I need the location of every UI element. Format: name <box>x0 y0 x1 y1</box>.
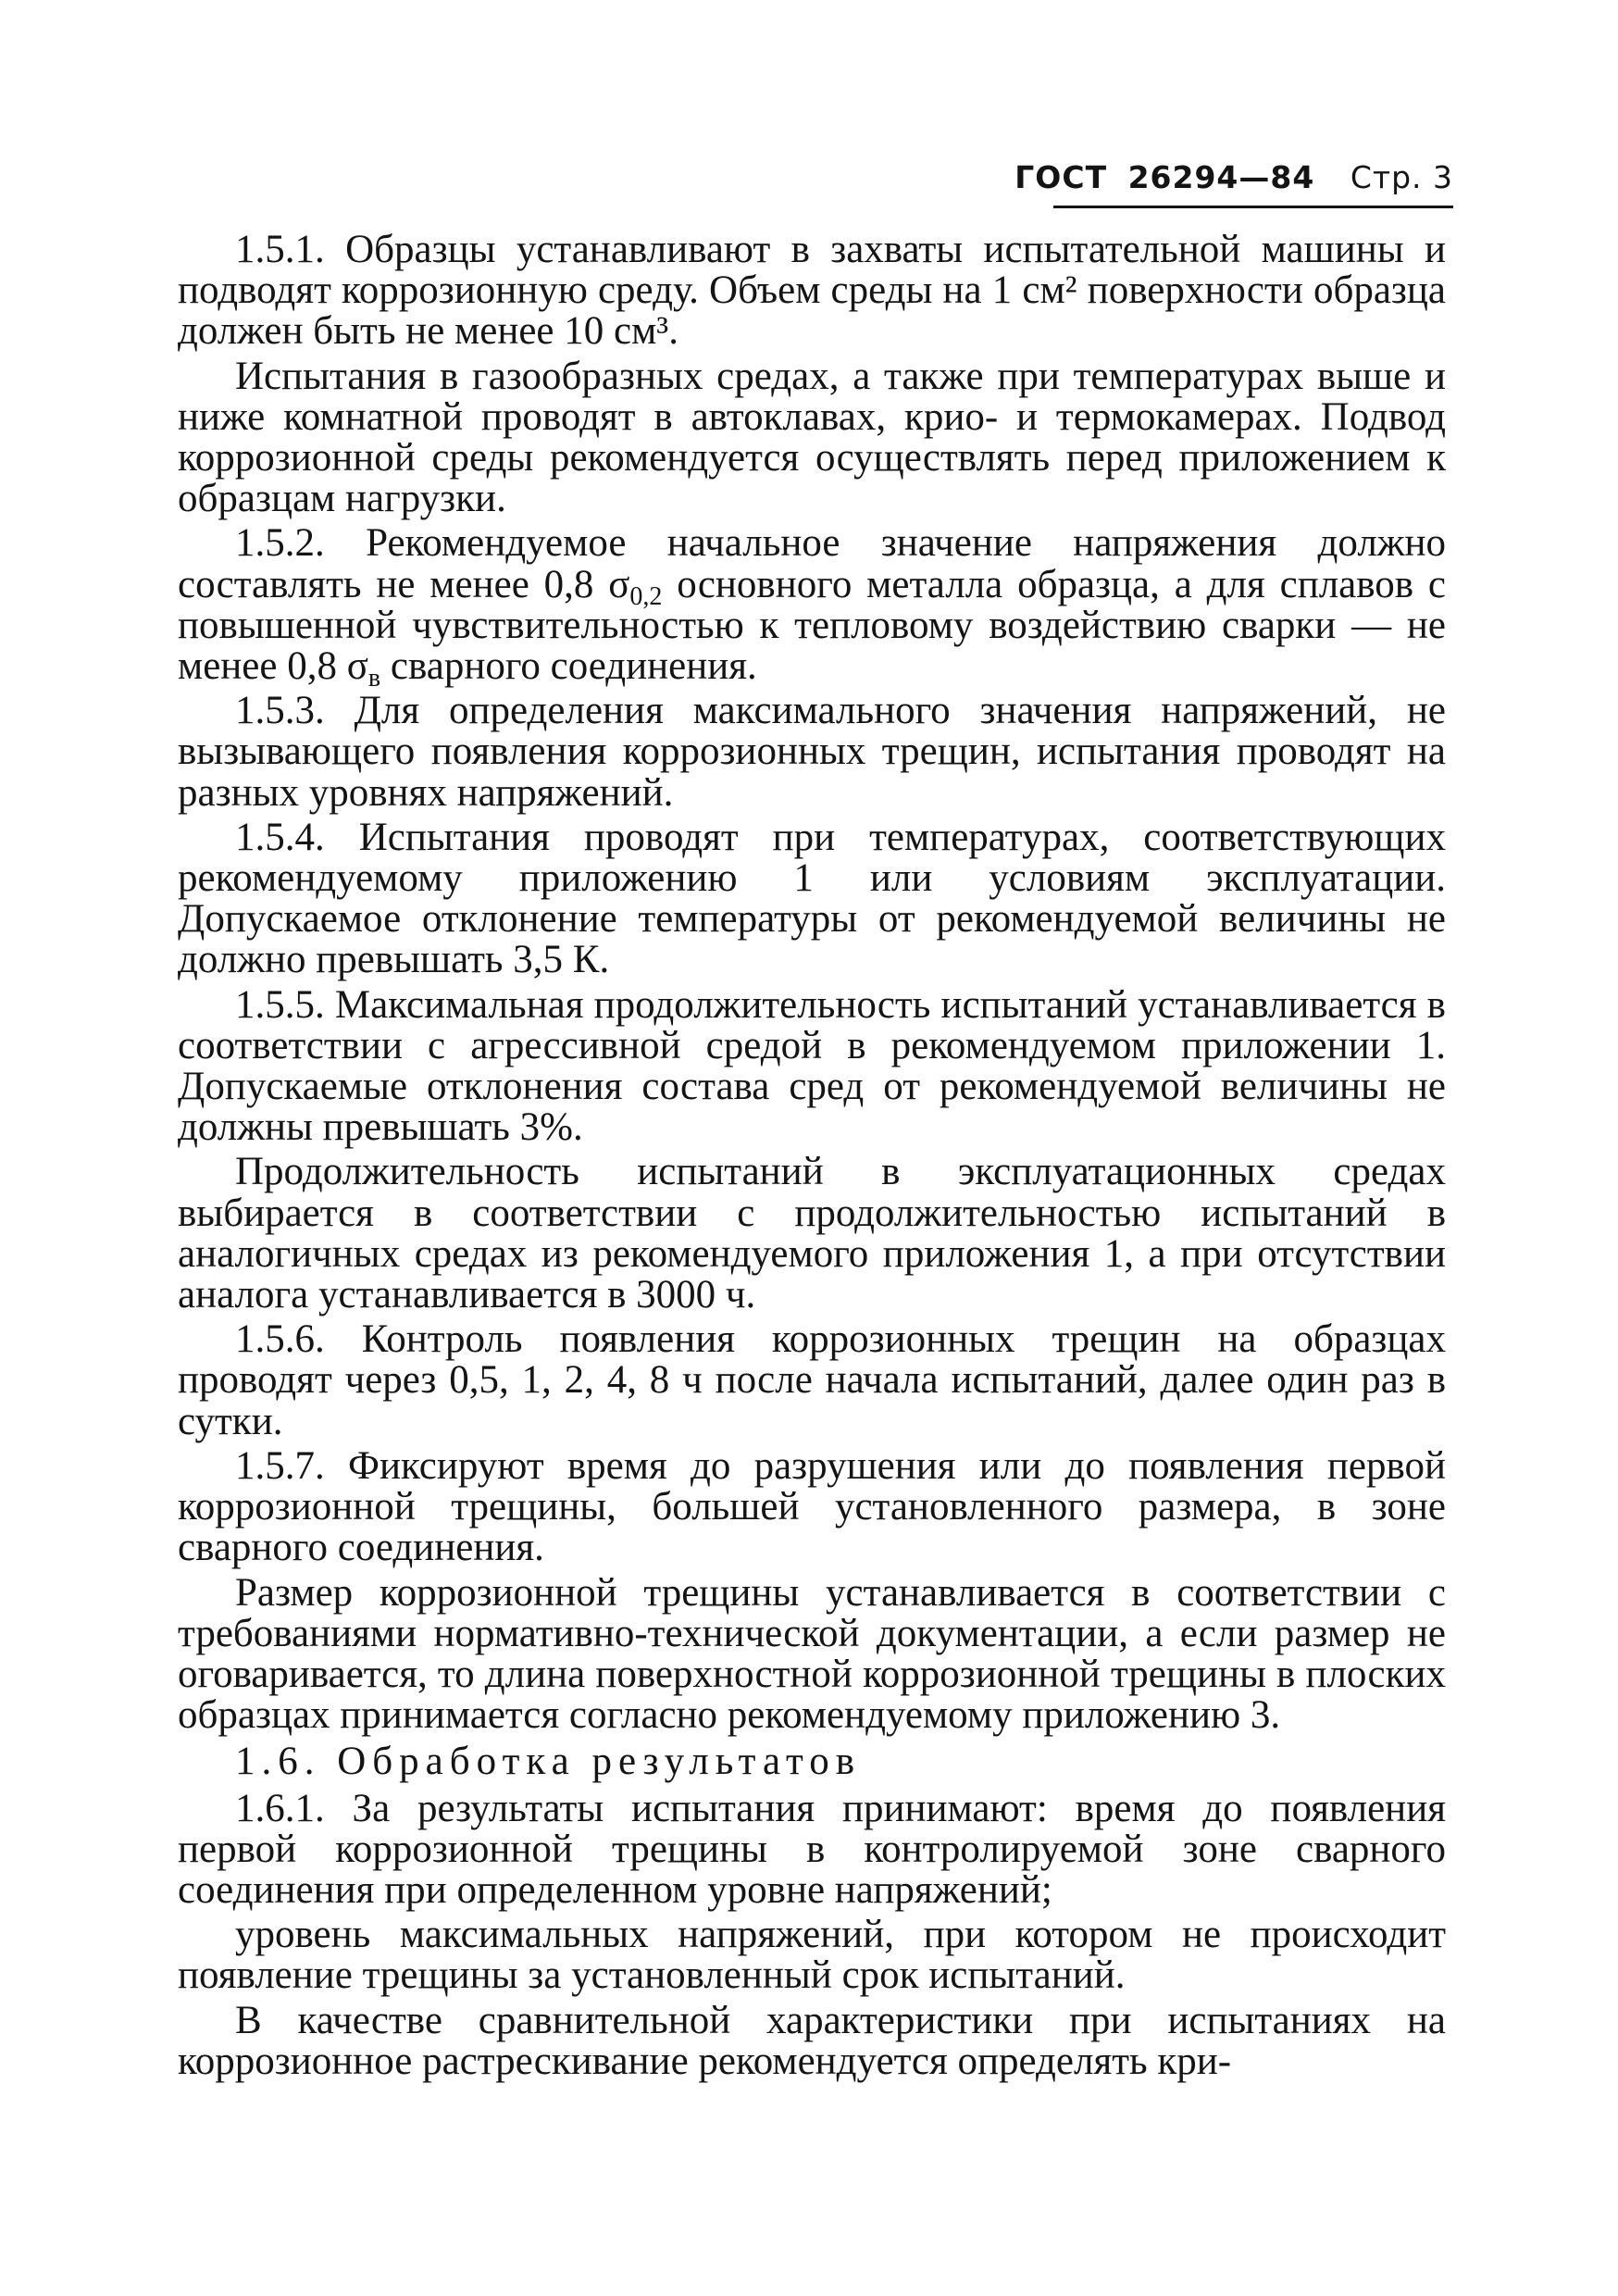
paragraph-1-5-3: 1.5.3. Для определения максимального значения напряжений, не вызывающего появления коррозионных трещин, испытания проводят на разных уровнях напряжений. <box>178 689 1446 815</box>
page-number: Стр. 3 <box>1350 159 1453 195</box>
p152-text-before: 1.5.2. Рекомендуемое начальное значение напряжения должно составлять не менее 0,8 <box>178 521 1446 606</box>
sigma-subscript-2: в <box>367 664 381 693</box>
paragraph-1-5-2 <box>178 521 1446 693</box>
paragraph-1-6-1: 1.6.1. За результаты испытания принимают: время до появления первой коррозионной трещины в контролируемой зоне сварного соединения при определенном уровне напряжений; <box>178 1786 1446 1912</box>
standard-number: 26294—84 <box>1127 159 1315 195</box>
paragraph-1-5-7: 1.5.7. Фиксируют время до разрушения или до появления первой коррозионной трещины, большей установленного размера, в зоне сварного соединения. <box>178 1443 1446 1570</box>
p152-text-after: сварного соединения. <box>380 644 757 689</box>
paragraph-1-6-1-cont: уровень максимальных напряжений, при котором не происходит появление трещины за установленный срок испытаний. <box>178 1913 1446 1998</box>
paragraph-1-5-1-cont: Испытания в газообразных средах, а также при температурах выше и ниже комнатной проводят в автоклавах, крио- и термокамерах. Подвод коррозионной среды рекомендуется осуществлять перед приложением к образцам нагрузки. <box>178 354 1446 521</box>
header-rule <box>1053 206 1453 208</box>
paragraph-1-5-7-cont: Размер коррозионной трещины устанавливается в соответствии с требованиями нормативно-технической документации, а если размер не оговаривается, то длина поверхностной коррозионной трещины в плоских образцах принимается согласно рекомендуемому приложению 3. <box>178 1570 1446 1738</box>
paragraph-1-6-1-cont-2: В качестве сравнительной характеристики при испытаниях на коррозионное растрескивание рекомендуется определять кри- <box>178 1998 1446 2083</box>
document-body <box>178 230 1446 2086</box>
section-title-1-6: 1.6. Обработка результатов <box>235 1740 861 1784</box>
paragraph-1-5-4: 1.5.4. Испытания проводят при температурах, соответствующих рекомендуемому приложению 1 или условиям эксплуатации. Допускаемое отклонение температуры от рекомендуемой величины не должно превышать 3,5 К. <box>178 815 1446 982</box>
page-header <box>1014 159 1453 195</box>
p152-text-middle: основного металла образца, а для сплавов с повышенной чувствительностью к тепловому воздействию сварки — не менее 0,8 <box>178 562 1446 689</box>
paragraph-1-5-1: 1.5.1. Образцы устанавливают в захваты испытательной машины и подводят коррозионную среду. Объем среды на 1 см² поверхности образца должен быть не менее 10 см³. <box>178 228 1446 354</box>
standard-label: ГОСТ <box>1014 159 1108 195</box>
sigma-subscript: 0,2 <box>629 581 663 611</box>
paragraph-1-5-5-cont: Продолжительность испытаний в эксплуатационных средах выбирается в соответствии с продолжительностью испытаний в аналогичных средах из рекомендуемого приложения 1, а при отсутствии аналога устанавливается в 3000 ч. <box>178 1150 1446 1317</box>
paragraph-1-5-5: 1.5.5. Максимальная продолжительность испытаний устанавливается в соответствии с агрессивной средой в рекомендуемом приложении 1. Допускаемые отклонения состава сред от рекомендуемой величины не должны превышать 3%. <box>178 982 1446 1150</box>
sigma-symbol-2: σ <box>346 644 368 689</box>
sigma-symbol: σ <box>608 562 630 606</box>
paragraph-1-5-6: 1.5.6. Контроль появления коррозионных трещин на образцах проводят через 0,5, 1, 2, 4, 8 ч после начала испытаний, далее один раз в сутки. <box>178 1317 1446 1443</box>
